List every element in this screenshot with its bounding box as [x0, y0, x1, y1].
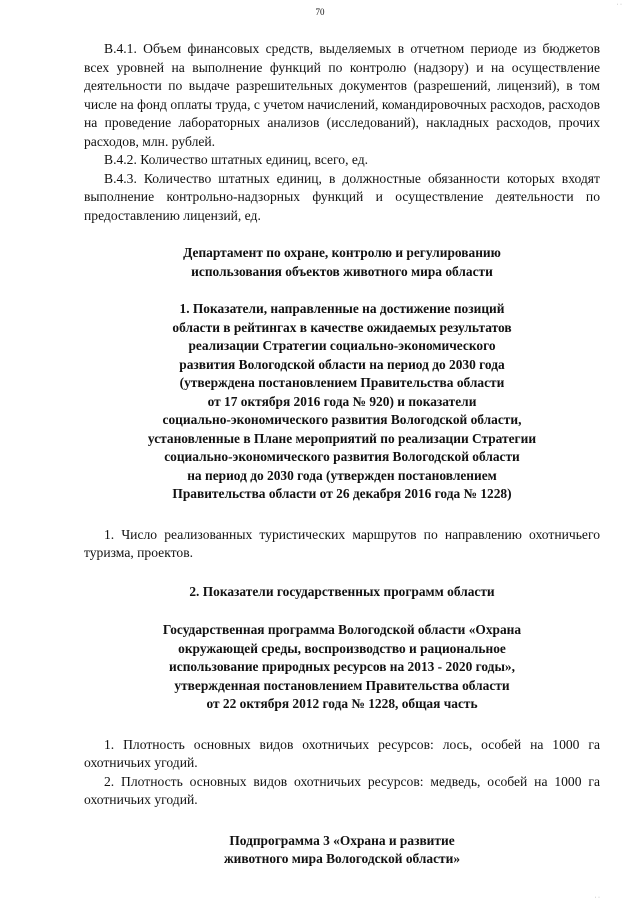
- paragraph-b-4-1: В.4.1. Объем финансовых средств, выделяемых в отчетном периоде из бюджетов всех уровней на выполнение функций по контролю (надзору) и на осуществление деятельности по выдаче разрешительных документов (разрешений, лицензий), в том числе на фонд оплаты труда, с учетом начислений, командировочных расходов, расходов на проведение лабораторных анализов (исследований), накладных расходов, прочих расходов, млн. рублей.: [84, 41, 600, 149]
- paragraph-b-4-3: В.4.3. Количество штатных единиц, в должностные обязанности которых входят выполнение контрольно-надзорных функций и осуществление деятельности по предоставлению лицензий, ед.: [84, 170, 600, 223]
- section2-heading: 2. Показатели государственных программ области: [189, 583, 495, 599]
- heading-line: окружающей среды, воспроизводство и рациональное: [178, 640, 506, 656]
- heading-line: Подпрограмма 3 «Охрана и развитие: [229, 832, 455, 848]
- heading-line: развития Вологодской области на период до 2030 года: [179, 356, 505, 372]
- heading-line: от 17 октября 2016 года № 920) и показатели: [207, 393, 477, 409]
- heading-line: социально-экономического развития Вологодской области,: [162, 412, 522, 427]
- heading-line: области в рейтингах в качестве ожидаемых результатов: [172, 319, 512, 335]
- heading-line: установленные в Плане мероприятий по реализации Стратегии: [147, 430, 537, 446]
- scan-artifact: · ·: [594, 895, 600, 901]
- subprogram-heading: [84, 832, 600, 869]
- heading-line: Правительства области от 26 декабря 2016 года № 1228): [172, 486, 512, 501]
- heading-line: 1. Показатели, направленные на достижение позиций: [179, 301, 505, 316]
- heading-line: утвержденная постановлением Правительства области: [174, 677, 510, 693]
- document-body: [84, 40, 600, 869]
- heading-line: Департамент по охране, контролю и регулированию: [183, 245, 501, 260]
- heading-line: социально-экономического развития Вологодской области: [164, 449, 520, 464]
- heading-line: Государственная программа Вологодской области «Охрана: [162, 622, 522, 637]
- section1-heading: [84, 300, 600, 504]
- heading-line: использование природных ресурсов на 2013 - 2020 годы»,: [169, 659, 515, 674]
- indicator-item: 1. Число реализованных туристических маршрутов по направлению охотничьего туризма, проектов.: [84, 526, 600, 560]
- heading-line: на период до 2030 года (утвержден постановлением: [187, 467, 497, 483]
- department-heading: [84, 244, 600, 281]
- paragraph-b-4-2: В.4.2. Количество штатных единиц, всего, ед.: [104, 152, 369, 167]
- heading-line: использования объектов животного мира области: [191, 263, 493, 279]
- heading-line: от 22 октября 2012 года № 1228, общая часть: [206, 696, 478, 711]
- page-number: 70: [315, 7, 325, 17]
- indicator-item: 2. Плотность основных видов охотничьих ресурсов: медведь, особей на 1000 га охотничьих угодий.: [84, 773, 600, 807]
- scan-artifact: · ·: [616, 2, 622, 8]
- heading-line: (утверждена постановлением Правительства области: [179, 375, 505, 390]
- program-heading: [84, 621, 600, 714]
- indicator-item: 1. Плотность основных видов охотничьих ресурсов: лось, особей на 1000 га охотничьих угодий.: [84, 736, 600, 770]
- heading-line: животного мира Вологодской области»: [223, 851, 461, 866]
- heading-line: реализации Стратегии социально-экономического: [188, 338, 496, 353]
